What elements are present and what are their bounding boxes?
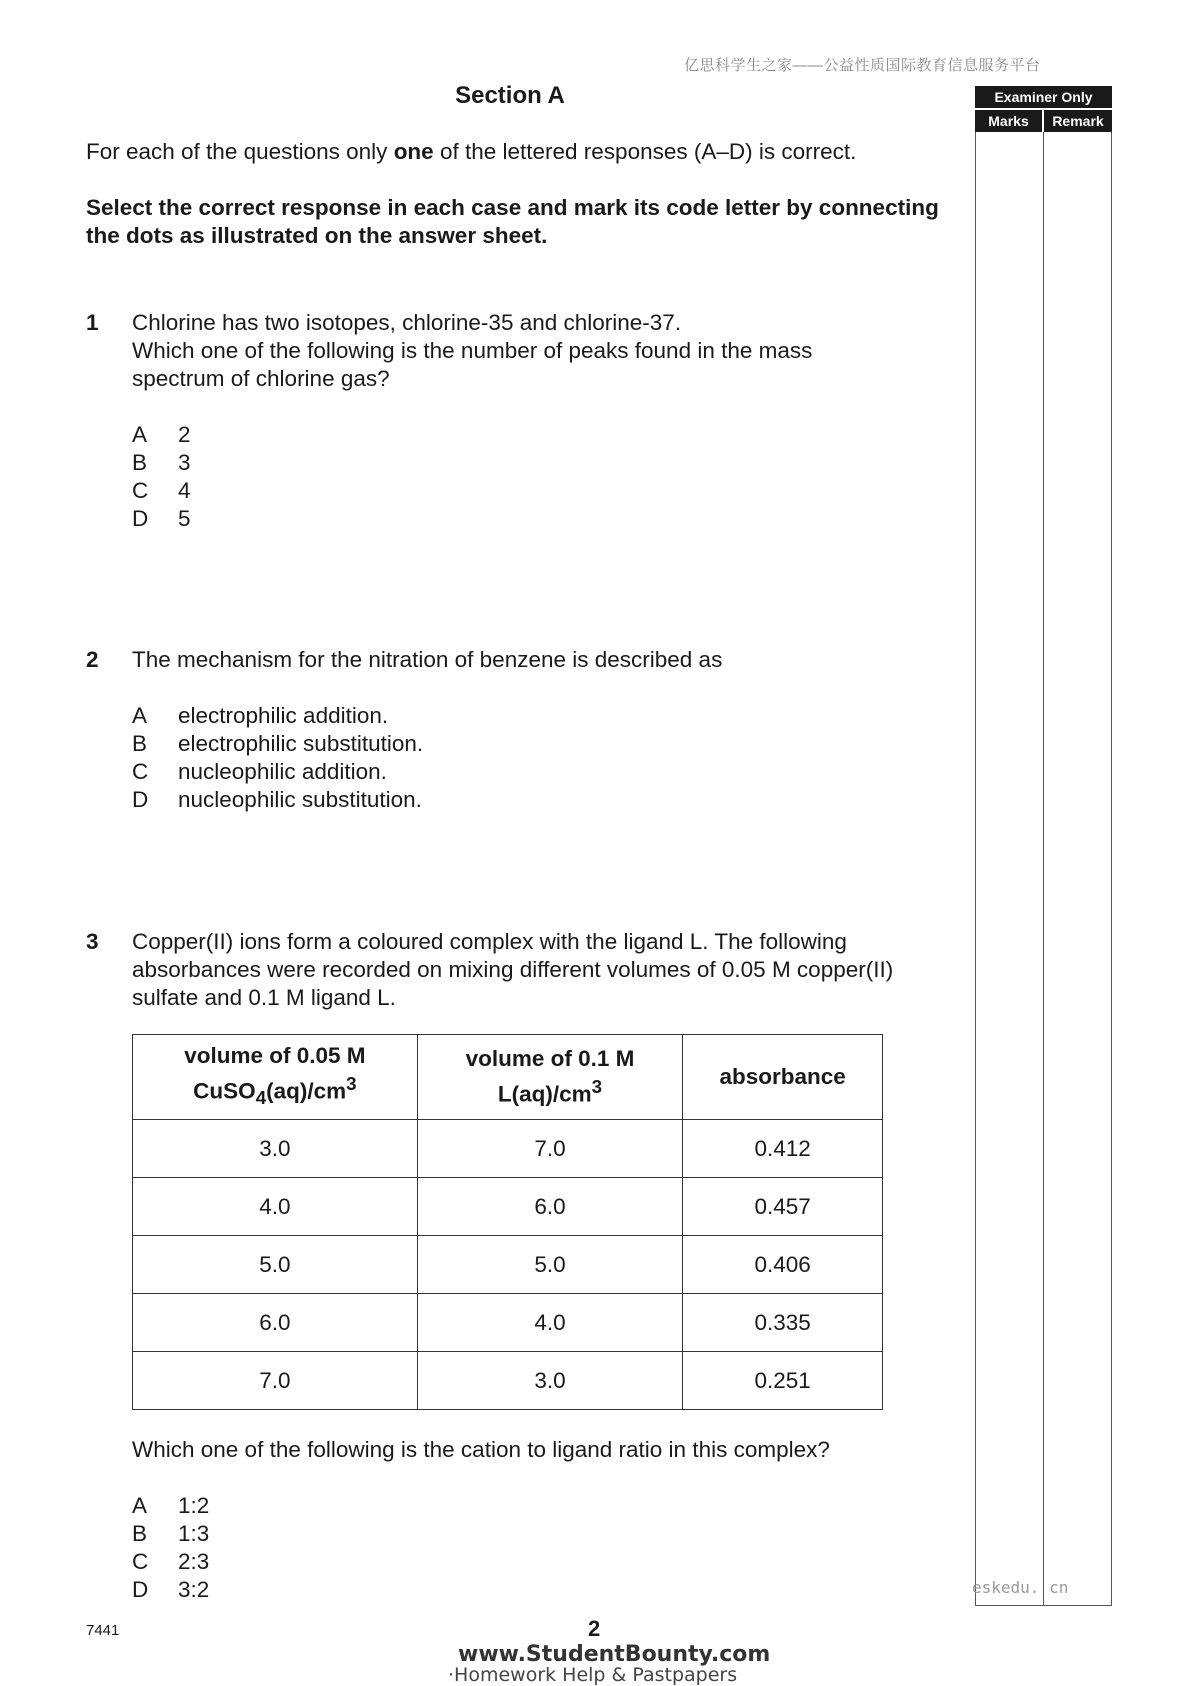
q3-question: Which one of the following is the cation to ligand ratio in this complex? bbox=[132, 1437, 830, 1462]
option-a: A electrophilic addition. bbox=[132, 703, 389, 728]
cell: 6.0 bbox=[417, 1178, 682, 1236]
q2-options bbox=[132, 702, 423, 814]
q1-options bbox=[132, 421, 191, 533]
paper-code: 7441 bbox=[86, 1622, 120, 1639]
brand-tagline: ·Homework Help & Pastpapers bbox=[448, 1664, 738, 1686]
q1-number: 1 bbox=[86, 310, 99, 335]
cell: 0.406 bbox=[683, 1236, 883, 1294]
instructions: Select the correct response in each case and mark its code letter by connecting the dots as illustrated on the answer sheet. bbox=[86, 195, 939, 248]
brand-url: www.StudentBounty.com bbox=[458, 1642, 771, 1667]
q3-options bbox=[132, 1492, 209, 1604]
q3-number: 3 bbox=[86, 929, 99, 954]
q2-text: The mechanism for the nitration of benzene is described as bbox=[132, 647, 723, 672]
section-title: Section A bbox=[455, 82, 565, 109]
table-row bbox=[133, 1236, 883, 1294]
cell: 0.412 bbox=[683, 1120, 883, 1178]
cell: 4.0 bbox=[417, 1294, 682, 1352]
cell: 0.335 bbox=[683, 1294, 883, 1352]
marks-header: Marks bbox=[975, 110, 1042, 132]
cell: 7.0 bbox=[417, 1120, 682, 1178]
cell: 7.0 bbox=[133, 1352, 418, 1410]
option-b: B 1:3 bbox=[132, 1521, 210, 1546]
table-header-row bbox=[133, 1035, 883, 1120]
cell: 5.0 bbox=[133, 1236, 418, 1294]
cell: 3.0 bbox=[133, 1120, 418, 1178]
table-row bbox=[133, 1178, 883, 1236]
cell: 5.0 bbox=[417, 1236, 682, 1294]
intro-text: For each of the questions only one of the lettered responses (A–D) is correct. bbox=[86, 139, 857, 164]
header-ligand-volume: volume of 0.1 M $L(aq)/cm^3$ bbox=[417, 1035, 682, 1120]
option-b: B 3 bbox=[132, 450, 191, 475]
page-number: 2 bbox=[588, 1616, 601, 1641]
option-c: C 2:3 bbox=[132, 1549, 210, 1574]
cell: 6.0 bbox=[133, 1294, 418, 1352]
option-c: C 4 bbox=[132, 478, 191, 503]
option-b: B electrophilic substitution. bbox=[132, 731, 424, 756]
option-d: D 3:2 bbox=[132, 1577, 210, 1602]
remark-header: Remark bbox=[1044, 110, 1112, 132]
option-c: C nucleophilic addition. bbox=[132, 759, 387, 784]
option-a: A 2 bbox=[132, 422, 191, 447]
option-a: A 1:2 bbox=[132, 1493, 210, 1518]
q3-text: Copper(II) ions form a coloured complex with the ligand L. The following absorbances were recorded on mixing different volumes of 0.05 M copper(II) sulfate and 0.1 M ligand L. bbox=[132, 929, 894, 1010]
examiner-only-header: Examiner Only bbox=[975, 86, 1112, 108]
cell: 0.251 bbox=[683, 1352, 883, 1410]
marks-column bbox=[975, 132, 1044, 1606]
header-absorbance: absorbance bbox=[683, 1035, 883, 1120]
cell: 3.0 bbox=[417, 1352, 682, 1410]
q1-text: Chlorine has two isotopes, chlorine-35 and chlorine-37. Which one of the following is the number of peaks found in the mass spectrum of chlorine gas? bbox=[132, 310, 813, 391]
watermark-top: 亿思科学生之家——公益性质国际教育信息服务平台 bbox=[684, 57, 1041, 74]
table-row bbox=[133, 1120, 883, 1178]
option-d: D 5 bbox=[132, 506, 191, 531]
option-d: D nucleophilic substitution. bbox=[132, 787, 422, 812]
header-cuso4-volume: volume of 0.05 M $CuSO_4(aq)/cm^3$ bbox=[133, 1035, 418, 1120]
q2-number: 2 bbox=[86, 647, 99, 672]
absorbance-table bbox=[132, 1034, 883, 1410]
table-row bbox=[133, 1352, 883, 1410]
watermark-right: eskedu. cn bbox=[972, 1578, 1069, 1597]
table-row bbox=[133, 1294, 883, 1352]
cell: 4.0 bbox=[133, 1178, 418, 1236]
cell: 0.457 bbox=[683, 1178, 883, 1236]
remark-column bbox=[1043, 132, 1112, 1606]
